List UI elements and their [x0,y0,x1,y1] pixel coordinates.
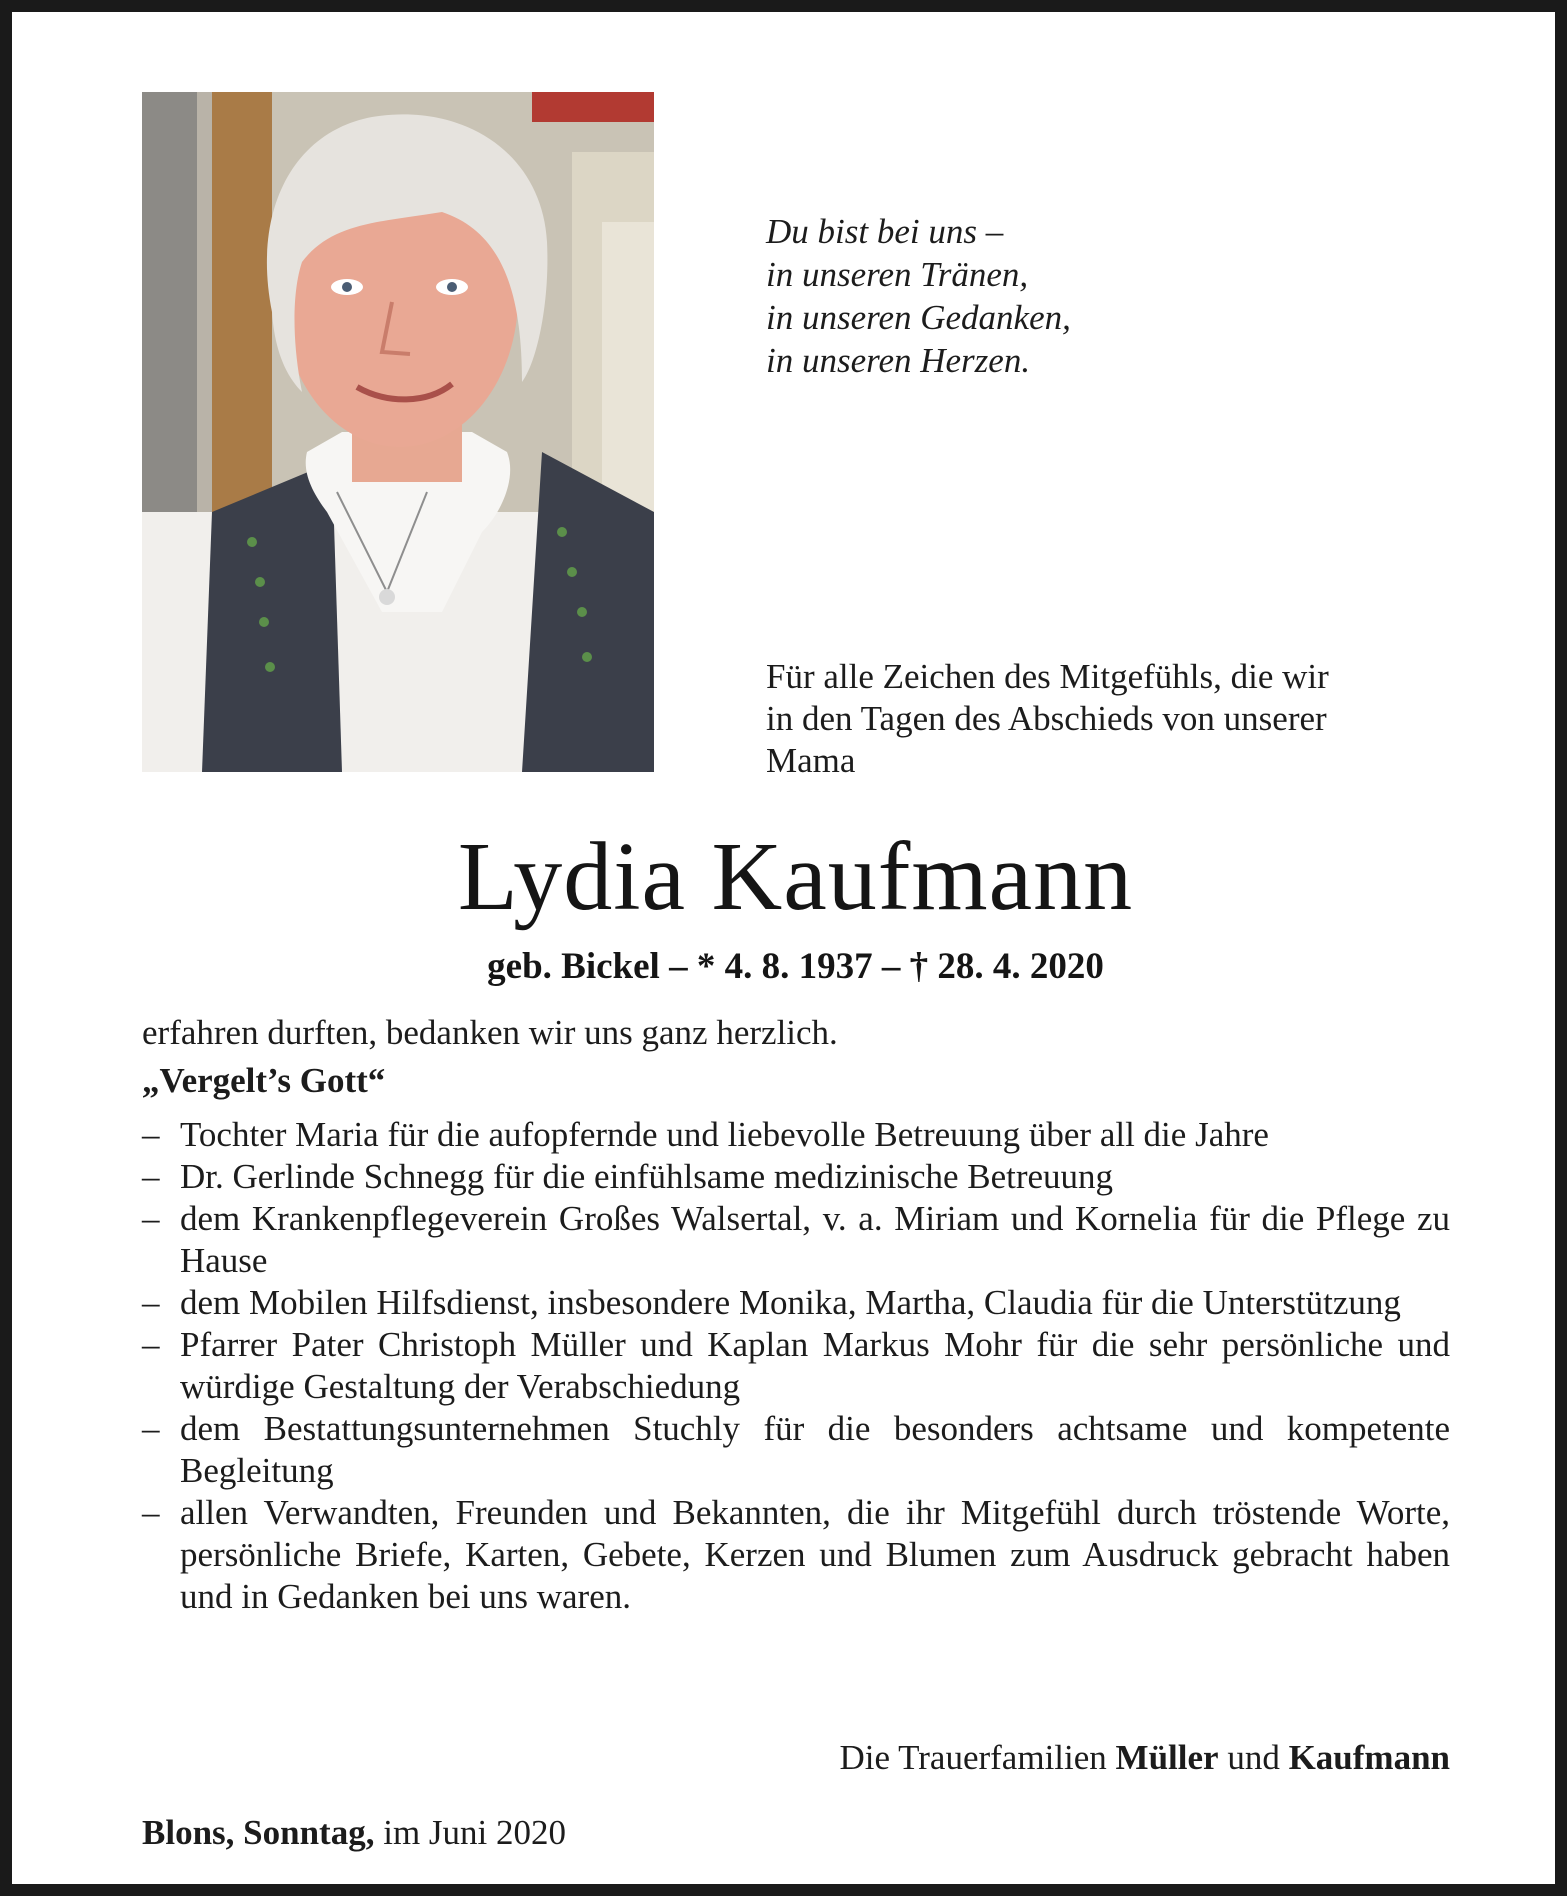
location: Blons, Sonntag, [142,1813,375,1852]
closing-line: erfahren durften, bedanken wir uns ganz herzlich. [142,1013,838,1052]
poem-line: in unseren Herzen. [766,341,1031,380]
signature-conjunction: und [1227,1738,1280,1777]
dash-bullet: – [142,1157,160,1196]
intro-line: in den Tagen des Abschieds von unserer [766,699,1327,738]
family-name-1: Müller [1115,1738,1219,1777]
list-item-text: dem Bestattungsunternehmen Stuchly für die besonders achtsame und kompetente Begleitung [180,1409,1450,1490]
list-item [142,1408,1450,1492]
place-and-date [142,1812,1042,1854]
intro-text [766,656,1466,782]
dash-bullet: – [142,1493,160,1532]
signature-prefix: Die Trauerfamilien [839,1738,1107,1777]
poem-line: in unseren Gedanken, [766,298,1071,337]
list-item-text: Pfarrer Pater Christoph Müller und Kaplan Markus Mohr für die sehr persönliche und würdige Gestaltung der Verabschiedung [180,1325,1450,1406]
list-item-text: dem Mobilen Hilfsdienst, insbesondere Monika, Martha, Claudia für die Unterstützung [180,1283,1401,1322]
family-name-2: Kaufmann [1288,1738,1450,1777]
list-item [142,1324,1450,1408]
poem [766,210,1426,382]
poem-line: Du bist bei uns – [766,212,1004,251]
list-item-text: Dr. Gerlinde Schnegg für die einfühlsame medizinische Betreuung [180,1157,1114,1196]
list-item-text: allen Verwandten, Freunden und Bekannten, die ihr Mitgefühl durch tröstende Worte, persönliche Briefe, Karten, Gebete, Kerzen und Blumen zum Ausdruck gebracht haben und in Gedanken bei uns waren. [180,1493,1450,1616]
dash-bullet: – [142,1115,160,1154]
list-item [142,1114,1450,1156]
intro-line: Mama [766,741,856,780]
dash-bullet: – [142,1409,160,1448]
poem-line: in unseren Tränen, [766,255,1029,294]
date: im Juni 2020 [383,1813,567,1852]
signature [142,1737,1450,1779]
thanks-list [142,1114,1450,1618]
intro-line: Für alle Zeichen des Mitgefühls, die wir [766,657,1329,696]
dash-bullet: – [142,1199,160,1238]
deceased-dates: geb. Bickel – * 4. 8. 1937 – † 28. 4. 2020 [487,946,1104,987]
deceased-name: Lydia Kaufmann [457,823,1134,931]
list-item [142,1282,1450,1324]
portrait-photo [142,92,654,772]
gratitude-body [142,1012,1450,1618]
list-item [142,1198,1450,1282]
list-item-text: dem Krankenpflegeverein Großes Walsertal, v. a. Miriam und Kornelia für die Pflege zu Hause [180,1199,1450,1280]
list-item [142,1492,1450,1618]
list-item-text: Tochter Maria für die aufopfernde und liebevolle Betreuung über all die Jahre [180,1115,1269,1154]
list-item [142,1156,1450,1198]
dash-bullet: – [142,1283,160,1322]
thanks-heading: „Vergelt’s Gott“ [142,1061,386,1100]
dash-bullet: – [142,1325,160,1364]
